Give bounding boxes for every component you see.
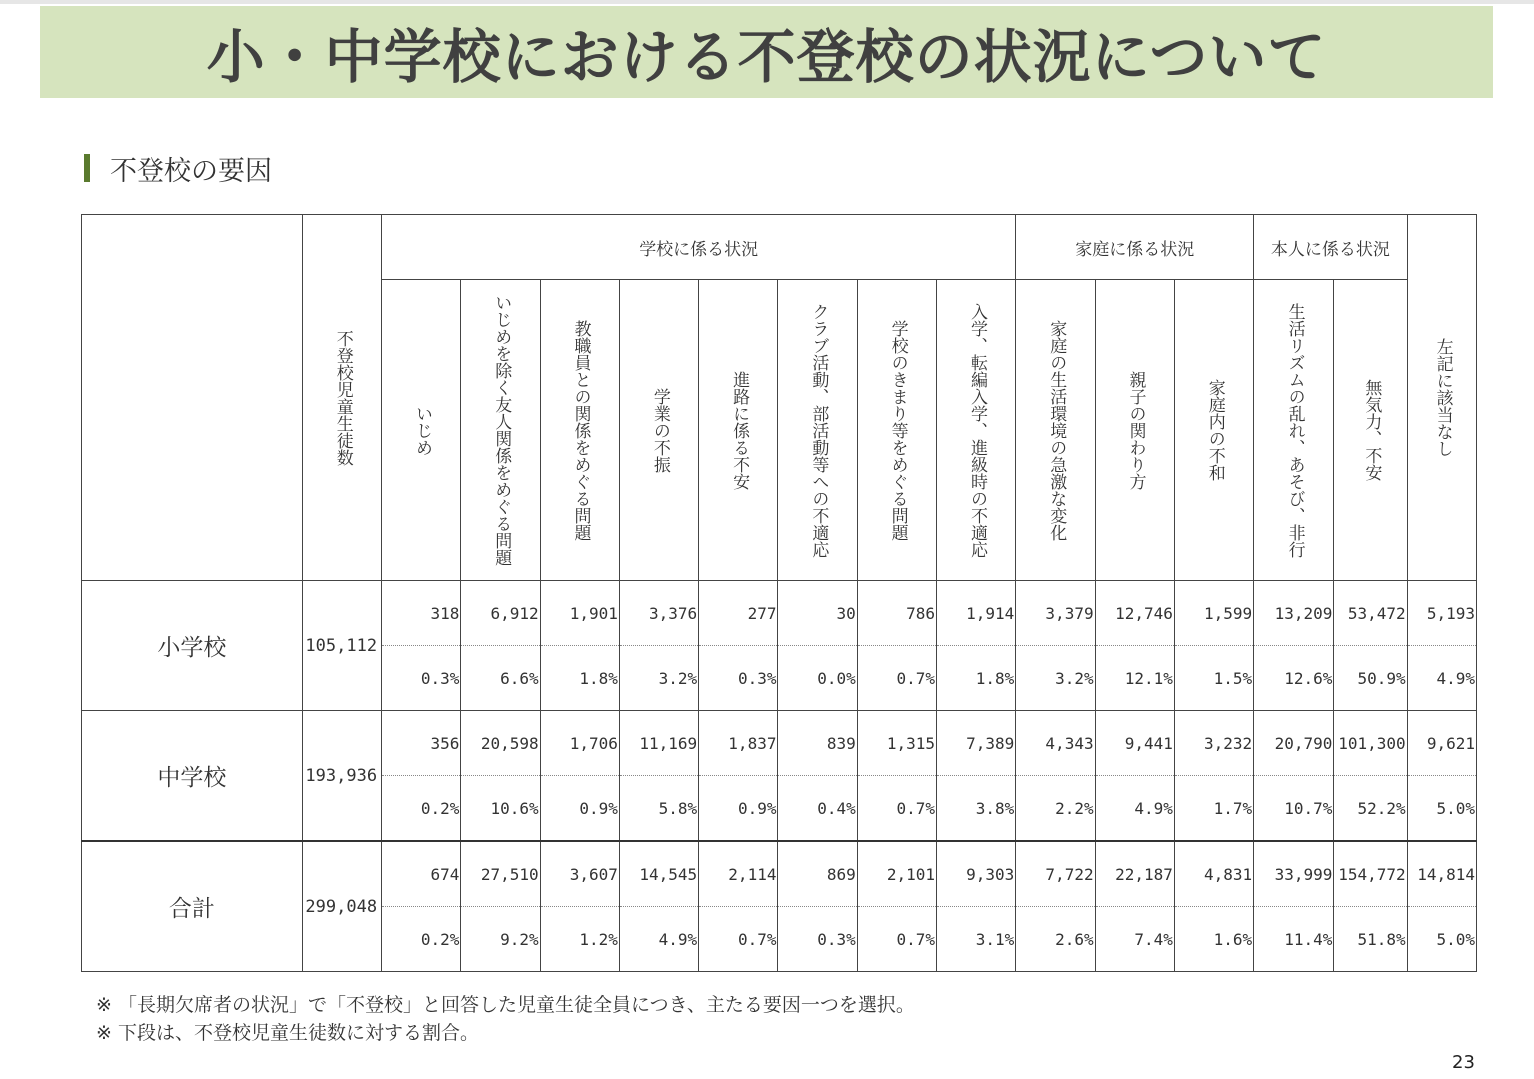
column-header (1016, 280, 1095, 581)
percent-cell: 10.7% (1254, 776, 1334, 842)
column-header-label: 学校のきまり等をめぐる問題 (887, 319, 908, 541)
percent-cell: 52.2% (1334, 776, 1407, 842)
count-cell: 27,510 (461, 841, 540, 907)
percent-cell: 0.3% (382, 646, 461, 711)
count-cell: 14,814 (1407, 841, 1476, 907)
group-header: 家庭に係る状況 (1016, 215, 1254, 280)
table-body (82, 581, 1477, 972)
last-column-header (1407, 215, 1476, 581)
column-header-label: 無気力、不安 (1361, 379, 1382, 481)
count-cell: 2,114 (699, 841, 778, 907)
count-cell: 154,772 (1334, 841, 1407, 907)
percent-cell: 0.3% (699, 646, 778, 711)
percent-cell: 3.2% (1016, 646, 1095, 711)
count-cell: 4,343 (1016, 711, 1095, 776)
percent-cell: 12.6% (1254, 646, 1334, 711)
count-row (82, 581, 1477, 646)
absence-factors-table (81, 214, 1477, 972)
section-marker (84, 154, 90, 182)
percent-cell: 12.1% (1095, 646, 1174, 711)
percent-cell: 4.9% (1095, 776, 1174, 842)
column-header (1095, 280, 1174, 581)
percent-cell: 9.2% (461, 907, 540, 972)
page-title: 小・中学校における不登校の状況について (206, 23, 1327, 91)
count-cell: 1,315 (857, 711, 936, 776)
page-number: 23 (1452, 1052, 1475, 1073)
percent-cell: 4.9% (619, 907, 698, 972)
row-label: 小学校 (82, 581, 303, 711)
column-header (778, 280, 857, 581)
count-cell: 101,300 (1334, 711, 1407, 776)
count-cell: 14,545 (619, 841, 698, 907)
count-cell: 33,999 (1254, 841, 1334, 907)
row-total: 105,112 (302, 581, 381, 711)
column-header (1174, 280, 1253, 581)
row-label: 中学校 (82, 711, 303, 842)
count-cell: 13,209 (1254, 581, 1334, 646)
count-cell: 3,376 (619, 581, 698, 646)
percent-cell: 51.8% (1334, 907, 1407, 972)
percent-cell: 1.8% (937, 646, 1016, 711)
count-cell: 9,621 (1407, 711, 1476, 776)
count-cell: 3,607 (540, 841, 619, 907)
percent-cell: 0.2% (382, 907, 461, 972)
count-cell: 1,706 (540, 711, 619, 776)
column-header (1334, 280, 1407, 581)
percent-cell: 50.9% (1334, 646, 1407, 711)
column-header-label: 進路に係る不安 (729, 370, 750, 490)
percent-cell: 0.7% (857, 907, 936, 972)
column-header (857, 280, 936, 581)
total-header (302, 215, 381, 581)
percent-cell: 0.9% (540, 776, 619, 842)
percent-cell: 4.9% (1407, 646, 1476, 711)
percent-cell: 1.2% (540, 907, 619, 972)
count-cell: 53,472 (1334, 581, 1407, 646)
column-header-label: 学業の不振 (649, 387, 670, 473)
group-header: 本人に係る状況 (1254, 215, 1408, 280)
title-banner (40, 6, 1493, 98)
last-column-label: 左記に該当なし (1432, 338, 1453, 457)
count-cell: 20,790 (1254, 711, 1334, 776)
percent-cell: 0.7% (857, 646, 936, 711)
count-cell: 1,599 (1174, 581, 1253, 646)
percent-cell: 2.6% (1016, 907, 1095, 972)
column-header-label: クラブ活動、部活動等への不適応 (808, 302, 829, 558)
corner-cell (82, 215, 303, 581)
count-cell: 22,187 (1095, 841, 1174, 907)
column-header-label: 親子の関わり方 (1125, 370, 1146, 490)
percent-cell: 11.4% (1254, 907, 1334, 972)
top-divider (0, 0, 1534, 4)
count-cell: 277 (699, 581, 778, 646)
count-cell: 356 (382, 711, 461, 776)
column-header-label: 教職員との関係をめぐる問題 (570, 319, 591, 541)
count-cell: 5,193 (1407, 581, 1476, 646)
percent-cell: 3.2% (619, 646, 698, 711)
count-cell: 12,746 (1095, 581, 1174, 646)
count-cell: 7,722 (1016, 841, 1095, 907)
section-title: 不登校の要因 (110, 155, 272, 187)
column-header-label: いじめ (411, 404, 432, 456)
count-cell: 30 (778, 581, 857, 646)
percent-cell: 0.3% (778, 907, 857, 972)
percent-cell: 7.4% (1095, 907, 1174, 972)
column-header-label: 生活リズムの乱れ、あそび、非行 (1284, 302, 1305, 558)
count-cell: 20,598 (461, 711, 540, 776)
count-cell: 1,914 (937, 581, 1016, 646)
count-cell: 11,169 (619, 711, 698, 776)
row-total: 299,048 (302, 841, 381, 972)
count-cell: 2,101 (857, 841, 936, 907)
count-cell: 4,831 (1174, 841, 1253, 907)
column-header-label: 家庭内の不和 (1204, 379, 1225, 481)
column-header (540, 280, 619, 581)
count-cell: 1,901 (540, 581, 619, 646)
percent-cell: 3.1% (937, 907, 1016, 972)
percent-cell: 2.2% (1016, 776, 1095, 842)
percent-cell: 0.0% (778, 646, 857, 711)
count-cell: 9,303 (937, 841, 1016, 907)
column-header-label: いじめを除く友人関係をめぐる問題 (491, 294, 512, 566)
percent-cell: 10.6% (461, 776, 540, 842)
count-cell: 3,232 (1174, 711, 1253, 776)
group-header: 学校に係る状況 (382, 215, 1016, 280)
column-header (619, 280, 698, 581)
percent-cell: 1.5% (1174, 646, 1253, 711)
count-cell: 3,379 (1016, 581, 1095, 646)
note-2: ※ 下段は、不登校児童生徒数に対する割合。 (96, 1022, 479, 1044)
percent-cell: 1.8% (540, 646, 619, 711)
table-header (82, 215, 1477, 581)
percent-cell: 1.7% (1174, 776, 1253, 842)
count-cell: 6,912 (461, 581, 540, 646)
percent-cell: 0.7% (699, 907, 778, 972)
count-cell: 7,389 (937, 711, 1016, 776)
percent-cell: 6.6% (461, 646, 540, 711)
percent-cell: 1.6% (1174, 907, 1253, 972)
percent-cell: 0.7% (857, 776, 936, 842)
percent-cell: 5.0% (1407, 776, 1476, 842)
count-cell: 786 (857, 581, 936, 646)
percent-cell: 0.9% (699, 776, 778, 842)
percent-cell: 0.2% (382, 776, 461, 842)
count-row (82, 711, 1477, 776)
row-label: 合計 (82, 841, 303, 972)
percent-cell: 3.8% (937, 776, 1016, 842)
column-header (1254, 280, 1334, 581)
note-1: ※ 「長期欠席者の状況」で「不登校」と回答した児童生徒全員につき、主たる要因一つを選択。 (96, 994, 915, 1016)
count-cell: 839 (778, 711, 857, 776)
section-header (84, 150, 272, 186)
column-header (699, 280, 778, 581)
column-header-label: 入学、転編入学、進級時の不適応 (966, 302, 987, 558)
percent-cell: 5.0% (1407, 907, 1476, 972)
count-row (82, 841, 1477, 907)
column-header (461, 280, 540, 581)
count-cell: 674 (382, 841, 461, 907)
count-cell: 869 (778, 841, 857, 907)
count-cell: 1,837 (699, 711, 778, 776)
column-header-label: 家庭の生活環境の急激な変化 (1046, 319, 1067, 541)
count-cell: 318 (382, 581, 461, 646)
column-header (382, 280, 461, 581)
column-header (937, 280, 1016, 581)
count-cell: 9,441 (1095, 711, 1174, 776)
group-header-row (82, 215, 1477, 280)
row-total: 193,936 (302, 711, 381, 842)
percent-cell: 5.8% (619, 776, 698, 842)
total-header-label: 不登校児童生徒数 (332, 329, 353, 466)
percent-cell: 0.4% (778, 776, 857, 842)
